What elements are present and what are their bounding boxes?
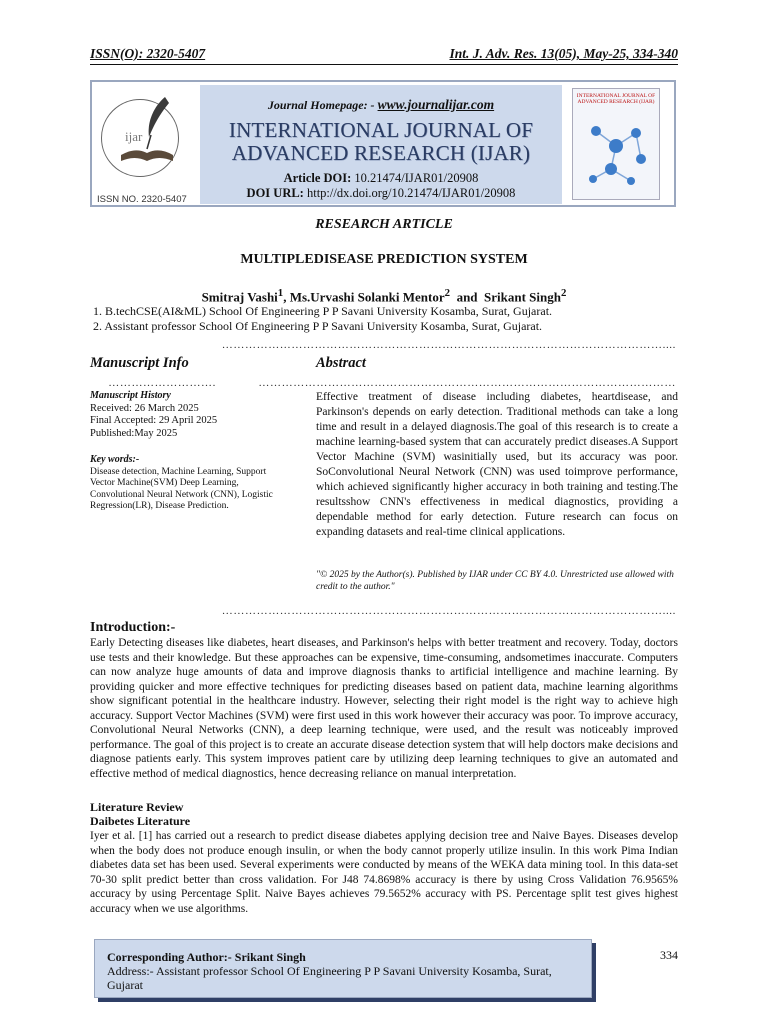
quill-book-icon — [113, 93, 179, 171]
address-text: Assistant professor School Of Engineering P P Savani University Kosamba, Surat, Gujarat — [107, 964, 552, 992]
issn-label: ISSN(O): 2320-5407 — [90, 46, 206, 61]
journal-title — [200, 119, 562, 165]
corresponding-author-box — [94, 939, 592, 998]
published-date: Published:May 2025 — [90, 427, 178, 439]
article-type: RESEARCH ARTICLE — [315, 217, 453, 232]
citation-label: Int. J. Adv. Res. 13(05), May-25, 334-340 — [449, 46, 678, 61]
introduction-text: Early Detecting diseases like diabetes, heart diseases, and Parkinson's helps with better treatment and recovery. Today, doctors use tests and their knowledge. But these approaches can be expensive, time-consuming, andsometimes inaccurate. Computers can now analyze huge amounts of data and improve diagnosis thanks to artificial intelligence and machine learning. By providing quicker and more effective techniques for predicting diseases based on patient data, machine learning algorithms show significant potential in the healthcare industry. However, selecting their right model is the right way to achieve high accuracy. Support Vector Machines (SVM) were first used in this work however their accuracy was poor. To improve accuracy, Convolutional Neural Networks (CNN), a deep learning technique, were used, and the result was noticeably improved performance. The goal of this project is to create an accurate disease detection system that will help doctors make decisions and diagnose patients early. This system improves patient care by utilizing deep learning techniques to give an automated and effective method of medical diagnostics, hence decreasing reliance on manual interpretation. — [90, 637, 678, 780]
author-list — [0, 287, 768, 305]
homepage-link[interactable]: www.journalijar.com — [377, 97, 495, 112]
keywords-title: Key words:- — [90, 454, 140, 465]
corresponding-name: Srikant Singh — [231, 950, 306, 964]
author-1: Smitraj Vashi — [201, 289, 278, 305]
journal-title-line2: ADVANCED RESEARCH (IJAR) — [231, 141, 531, 165]
manuscript-info-heading: Manuscript Info — [90, 355, 189, 371]
author-3-sup: 2 — [560, 287, 567, 299]
doi-value: 10.21474/IJAR01/20908 — [354, 171, 479, 185]
separator-manuscript: ………………………. — [108, 377, 216, 389]
license-note: "© 2025 by the Author(s). Published by IJAR under CC BY 4.0. Unrestricted use allowed with credit to the author." — [316, 570, 674, 592]
logo-text: ijar — [125, 129, 143, 144]
author-3: and Srikant Singh — [450, 289, 561, 305]
received-date: Received: 26 March 2025 — [90, 402, 199, 414]
keywords: Disease detection, Machine Learning, Support Vector Machine(SVM) Deep Learning, Convolutional Neural Network (CNN), Logistic Regression(LR), Disease Prediction. — [90, 466, 273, 511]
cover-image — [572, 88, 660, 200]
header-rule — [90, 64, 678, 65]
address-label: Address:- — [107, 964, 154, 978]
journal-banner — [90, 80, 676, 207]
separator-bottom: …………………………………………………………………………………………………….... — [221, 605, 676, 617]
author-2-sup: 2 — [444, 287, 451, 299]
homepage-label: Journal Homepage: - — [267, 98, 375, 112]
logo-issn: ISSN NO. 2320-5407 — [97, 194, 187, 205]
molecule-icon — [581, 111, 651, 191]
author-2: , Ms.Urvashi Solanki Mentor — [283, 289, 445, 305]
separator-abstract: ……………………………………………………………………………………………… — [258, 377, 676, 389]
diabetes-literature-heading: Daibetes Literature — [90, 814, 191, 828]
abstract-text: Effective treatment of disease including diabetes, heartdisease, and Parkinson's depends on early detection. Traditional methods can take a long time and result in a delayed diagnosis.The goal of this research is to create a machine learning-based system that can accurately predict diseases.A Support Vector Machine (SVM) wasinitially used, but its accuracy was poor. SoConvolutional Neural Network (CNN) was used toimprove performance, which achieved significantly higher accuracy in both training and testing.The resultsshow CNN's effectiveness in medical diagnostics, providing a dependable method for early detection. Future research can focus on expanding datasets and real-time clinical applications. — [316, 391, 678, 538]
doi-label: Article DOI: — [283, 171, 352, 185]
doi-url-link[interactable]: http://dx.doi.org/10.21474/IJAR01/20908 — [306, 186, 516, 200]
paper-title: MULTIPLEDISEASE PREDICTION SYSTEM — [240, 252, 528, 267]
doi-url-label: DOI URL: — [246, 186, 304, 200]
journal-cover — [563, 85, 671, 204]
manuscript-info — [90, 390, 280, 513]
page-number: 334 — [660, 948, 678, 962]
manuscript-history-title: Manuscript History — [90, 390, 171, 401]
banner-center — [200, 85, 562, 204]
literature-review-heading: Literature Review — [90, 800, 184, 814]
running-header — [90, 44, 678, 64]
affiliation-2: 2. Assistant professor School Of Engineering P P Savani University Kosamba, Surat, Gujarat. — [93, 319, 543, 333]
separator-top: …………………………………………………………………………………………………….... — [221, 339, 676, 351]
corresponding-label: Corresponding Author:- — [107, 950, 232, 964]
journal-homepage — [200, 97, 562, 113]
diabetes-literature-text: Iyer et al. [1] has carried out a research to predict disease diabetes applying decision tree and Naive Bayes. Diseases develop when the body does not produce enough insulin, or when the body cannot properly utilize insulin. In this work Pima Indian diabetes data set has been used. Several experiments were conducted by means of the WEKA data mining tool. In this data-set 70-30 split predict better than cross validation. For J48 74.8698% accuracy is there by using Cross Validation 76.9565% accuracy by using Percentage Split. Naive Bayes achieves 79.5652% accuracy with PS. Percentage split test gives highest accuracy when we use algorithms. — [90, 830, 678, 915]
accepted-date: Final Accepted: 29 April 2025 — [90, 415, 218, 426]
journal-logo — [95, 85, 199, 204]
introduction-heading: Introduction:- — [90, 620, 176, 635]
doi-block — [200, 171, 562, 201]
journal-title-line1: INTERNATIONAL JOURNAL OF — [228, 118, 534, 142]
affiliation-1: 1. B.techCSE(AI&ML) School Of Engineering P P Savani University Kosamba, Surat, Gujarat. — [93, 304, 553, 318]
cover-title: INTERNATIONAL JOURNAL OF ADVANCED RESEARCH (IJAR) — [576, 93, 656, 105]
abstract-heading: Abstract — [316, 355, 366, 371]
author-1-sup: 1 — [277, 287, 284, 299]
